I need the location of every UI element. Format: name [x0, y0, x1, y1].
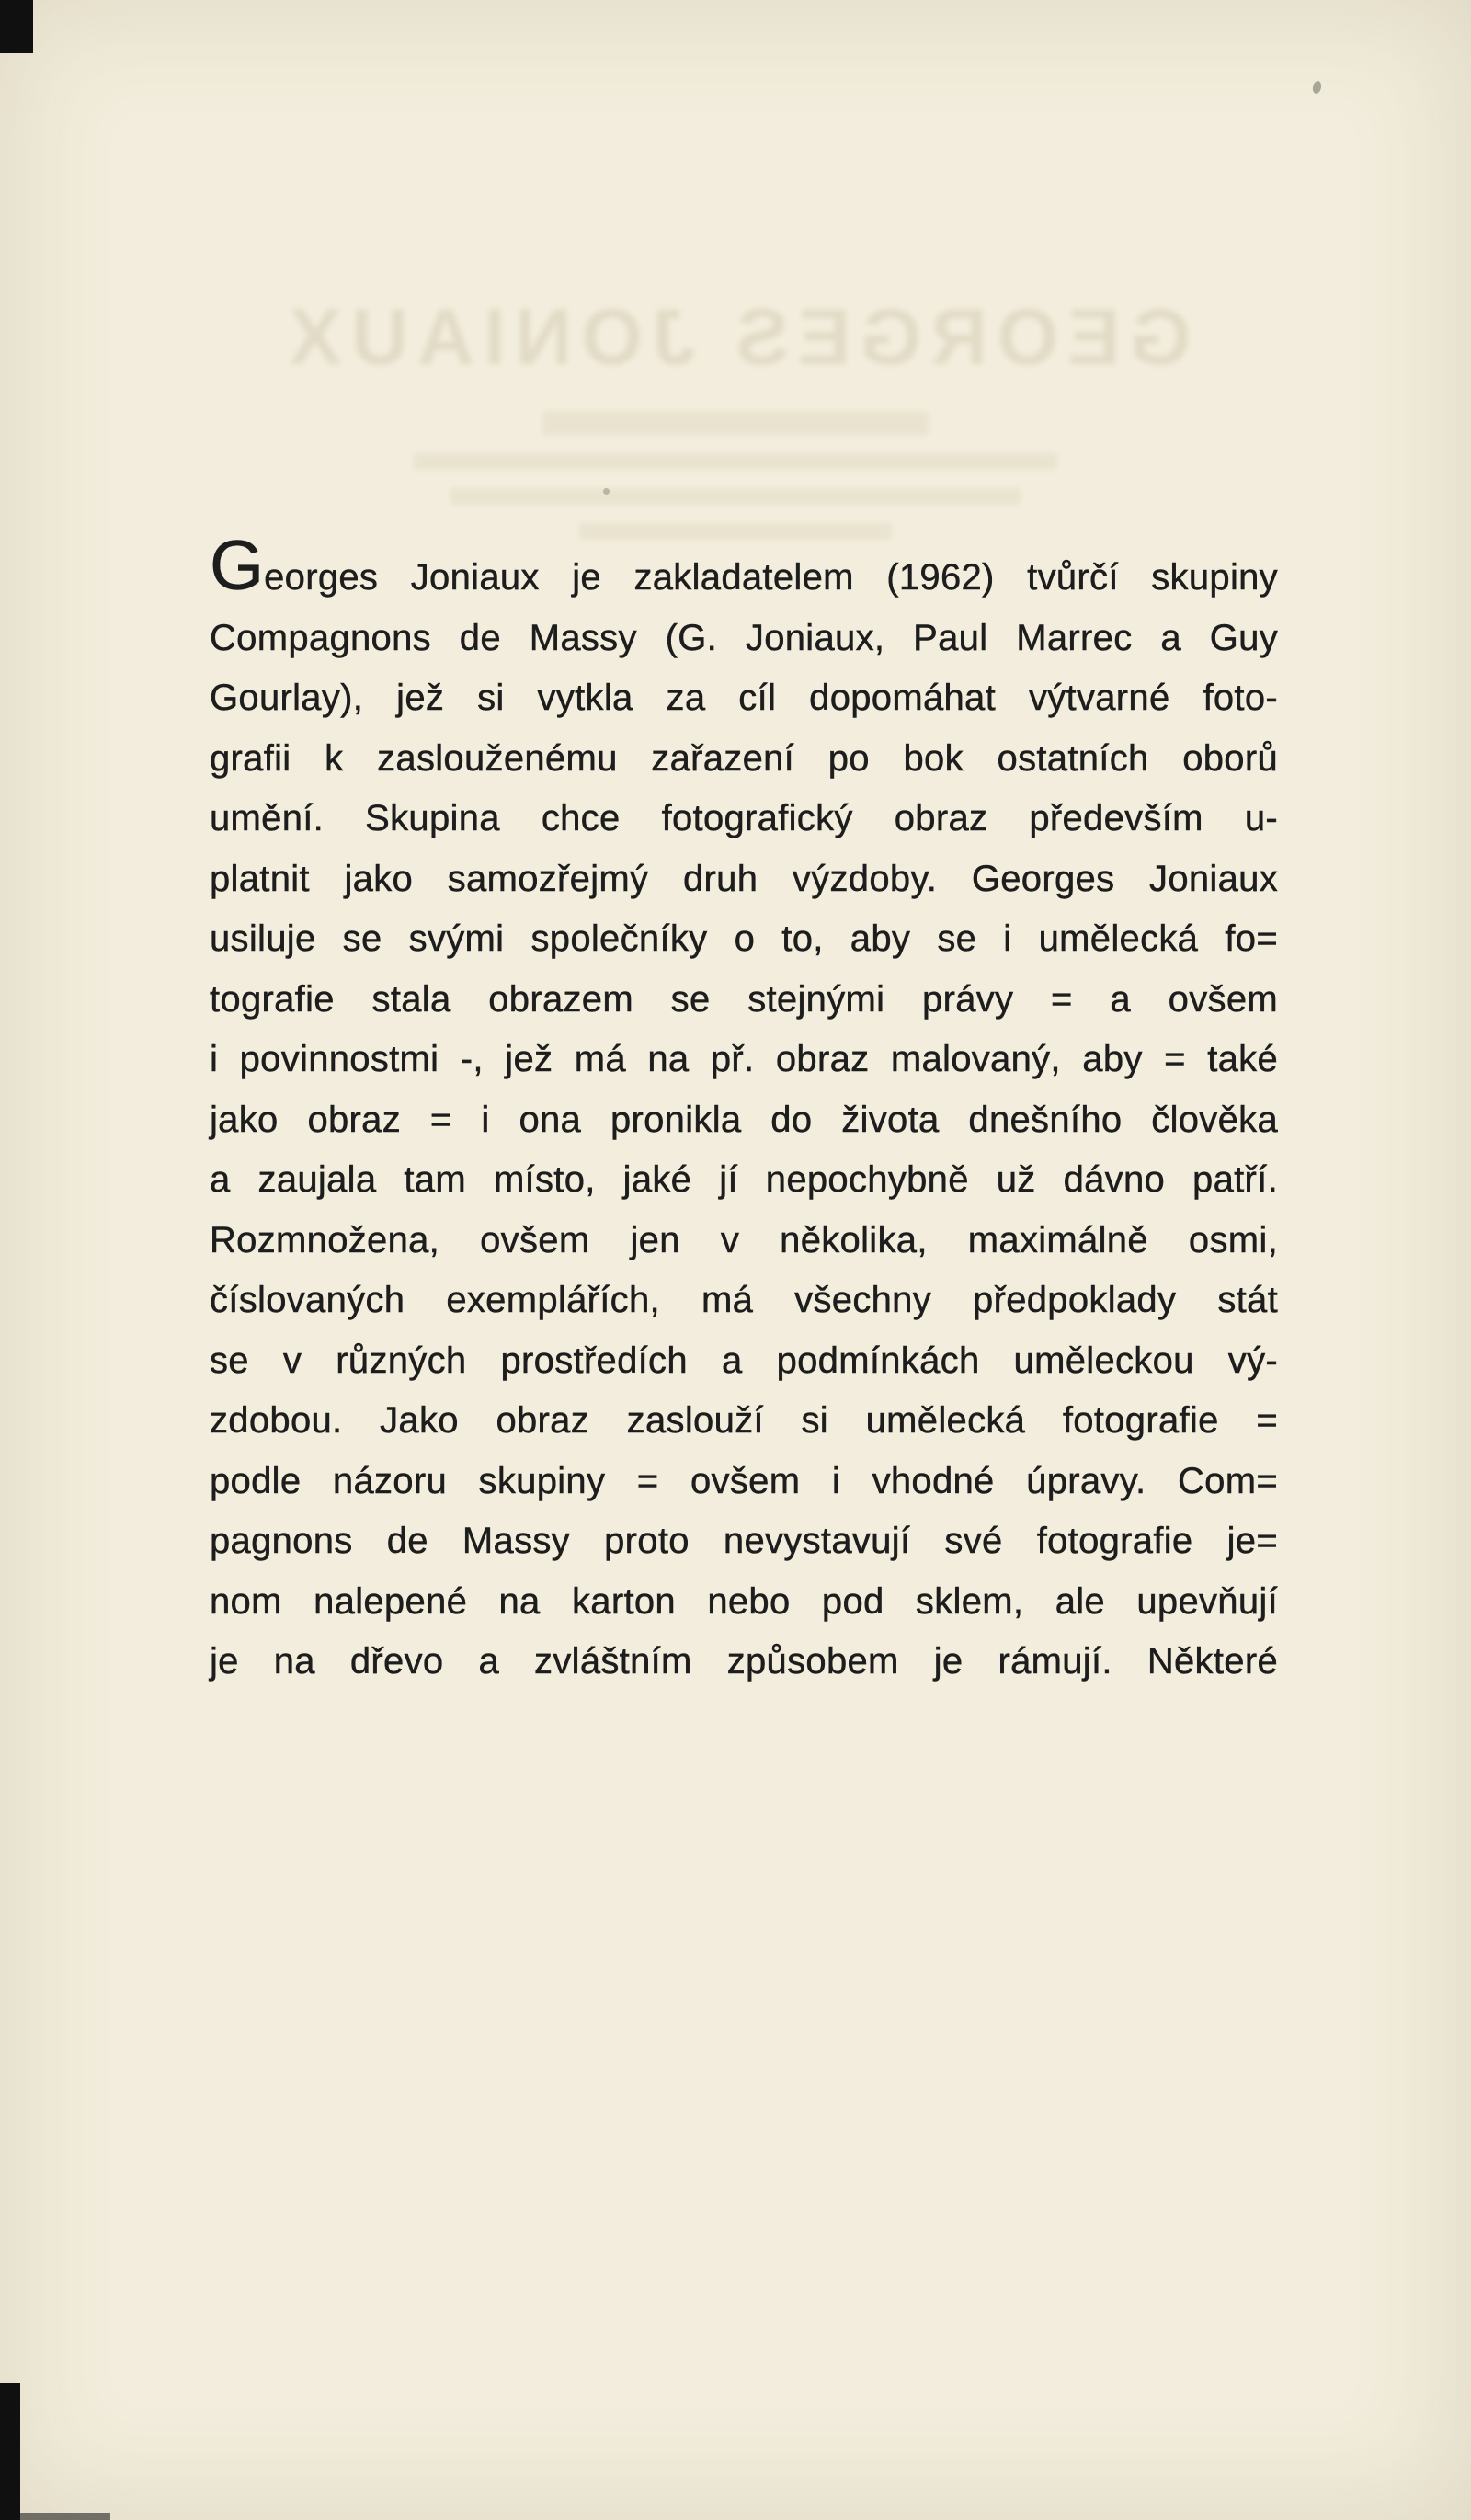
paragraph-line: zdobou. Jako obraz zaslouží si umělecká fotografie =	[210, 1400, 1278, 1441]
paragraph-line: se v různých prostředích a podmínkách uměleckou vý-	[210, 1340, 1278, 1381]
scan-edge-bottom-left	[0, 2383, 20, 2520]
paragraph-line: i povinnostmi -, jež má na př. obraz malovaný, aby = také	[210, 1039, 1278, 1079]
show-through-title: GEORGES JONIAUX	[279, 293, 1192, 382]
body-text	[210, 527, 1278, 1693]
paragraph-line: grafii k zaslouženému zařazení po bok ostatních oborů	[210, 737, 1278, 779]
show-through-line	[450, 488, 1021, 505]
initial-capital: G	[210, 527, 265, 605]
paragraph-line: Gourlay), jež si vytkla za cíl dopomáhat výtvarné foto-	[210, 678, 1278, 718]
show-through-line	[542, 411, 929, 435]
paragraph-line: pagnons de Massy proto nevystavují své fotografie je=	[210, 1521, 1278, 1561]
paragraph-line: usiluje se svými společníky o to, aby se i umělecká fo=	[210, 918, 1278, 959]
show-through-line	[579, 523, 892, 540]
paragraph-line: platnit jako samozřejmý druh výzdoby. Georges Joniaux	[210, 858, 1278, 899]
scan-edge-bottom	[0, 2513, 110, 2520]
paragraph-line: umění. Skupina chce fotografický obraz především u-	[210, 798, 1278, 838]
paragraph-line	[210, 527, 1278, 609]
paragraph-line: Compagnons de Massy (G. Joniaux, Paul Marrec a Guy	[210, 617, 1278, 658]
paragraph-line-text: eorges Joniaux je zakladatelem (1962) tvůrčí skupiny	[264, 557, 1278, 598]
show-through-line	[414, 453, 1057, 470]
scan-speck	[1312, 80, 1323, 95]
paragraph-line: nom nalepené na karton nebo pod sklem, ale upevňují	[210, 1580, 1278, 1622]
paragraph-line: číslovaných exemplářích, má všechny předpoklady stát	[210, 1280, 1278, 1320]
paragraph-line: a zaujala tam místo, jaké jí nepochybně už dávno patří.	[210, 1159, 1278, 1200]
scan-edge-top-left	[0, 0, 33, 53]
paragraph-line: tografie stala obrazem se stejnými právy = a ovšem	[210, 978, 1278, 1020]
paragraph-line: podle názoru skupiny = ovšem i vhodné úpravy. Com=	[210, 1460, 1278, 1501]
show-through-text	[230, 292, 1241, 540]
paragraph-line: Rozmnožena, ovšem jen v několika, maximálně osmi,	[210, 1219, 1278, 1260]
paragraph-line: jako obraz = i ona pronikla do života dnešního člověka	[210, 1099, 1278, 1140]
scan-speck	[603, 488, 610, 495]
paragraph-line: je na dřevo a zvláštním způsobem je rámují. Některé	[210, 1641, 1278, 1682]
